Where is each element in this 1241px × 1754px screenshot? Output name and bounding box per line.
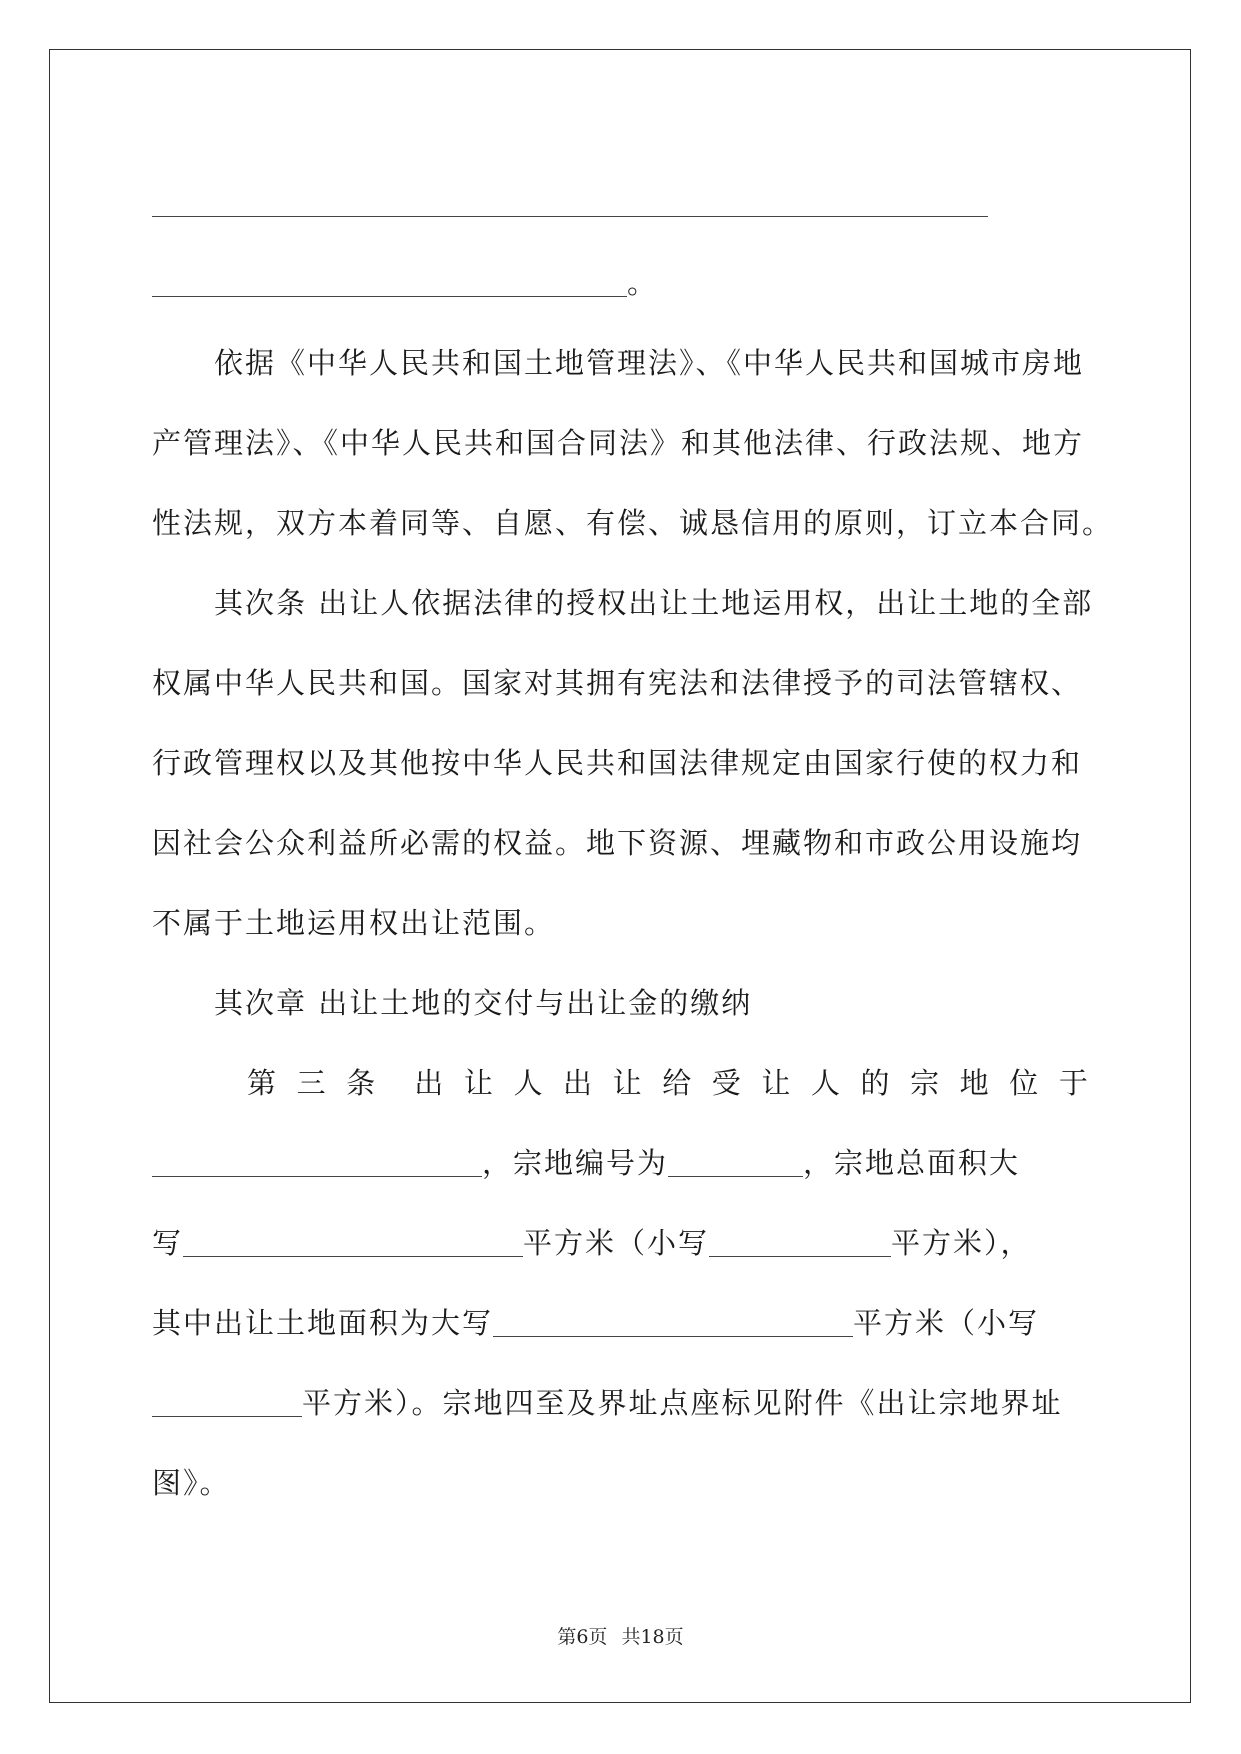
article3-line-1 [152, 1043, 1090, 1123]
fill-blank[interactable] [152, 1386, 302, 1417]
article3-line-5: 平方米）。宗地四至及界址点座标见附件《出让宗地界址 [152, 1363, 1090, 1443]
chapter-heading: 其次章 出让土地的交付与出让金的缴纳 [214, 986, 753, 1020]
page-footer [0, 1622, 1241, 1649]
fill-blank[interactable] [152, 266, 627, 297]
article3-char: 让 [761, 1066, 793, 1100]
fill-blank[interactable] [709, 1226, 891, 1257]
article3-char: 让 [612, 1066, 644, 1100]
article3-line-6: 图》。 [152, 1466, 231, 1500]
article3-char: 条 [346, 1066, 378, 1100]
article3-char: 人 [513, 1066, 545, 1100]
article3-char: 受 [711, 1066, 743, 1100]
para1-line-1: 依据《中华人民共和国土地管理法》、《中华人民共和国城市房地 [214, 346, 1085, 380]
article3-char: 于 [1058, 1066, 1090, 1100]
para2-line-4: 因社会公众利益所必需的权益。地下资源、埋藏物和市政公用设施均 [152, 826, 1083, 860]
para2-line-1: 其次条 出让人依据法律的授权出让土地运用权，出让土地的全部 [214, 586, 1094, 620]
page-number: 第6页 [557, 1626, 608, 1648]
article3-char: 人 [810, 1066, 842, 1100]
article3-char: 的 [860, 1066, 892, 1100]
article3-line-2: ，宗地编号为 ，宗地总面积大 [152, 1123, 1090, 1203]
para1-line-2: 产管理法》、《中华人民共和国合同法》和其他法律、行政法规、地方 [152, 426, 1085, 460]
article3-char: 第 [247, 1066, 279, 1100]
para2-line-3: 行政管理权以及其他按中华人民共和国法律规定由国家行使的权力和 [152, 746, 1083, 780]
page-total: 共18页 [621, 1626, 684, 1648]
article3-line-4: 其中出让土地面积为大写 平方米（小写 [152, 1306, 1040, 1340]
article3-char: 出 [563, 1066, 595, 1100]
para2-line-5: 不属于土地运用权出让范围。 [152, 906, 556, 940]
para1-line-3: 性法规，双方本着同等、自愿、有偿、诚恳信用的原则，订立本合同。 [152, 506, 1114, 540]
document-body [152, 163, 1114, 1523]
line-end-punct: 。 [627, 266, 659, 300]
article3-char: 出 [414, 1066, 446, 1100]
fill-blank[interactable] [668, 1146, 803, 1177]
para2-line-2: 权属中华人民共和国。国家对其拥有宪法和法律授予的司法管辖权、 [152, 666, 1083, 700]
article3-char: 地 [959, 1066, 991, 1100]
article3-line-3: 写 平方米（小写 平方米）， [152, 1226, 1032, 1260]
article3-char: 位 [1009, 1066, 1041, 1100]
article3-char: 宗 [910, 1066, 942, 1100]
article3-char: 三 [296, 1066, 328, 1100]
fill-blank[interactable] [493, 1306, 853, 1337]
fill-blank[interactable] [152, 1146, 482, 1177]
fill-blank[interactable] [183, 1226, 523, 1257]
fill-blank[interactable] [152, 186, 988, 217]
blank-line-2 [152, 243, 1090, 323]
article3-char: 给 [662, 1066, 694, 1100]
article3-char: 让 [463, 1066, 495, 1100]
blank-line-1 [152, 163, 1090, 243]
